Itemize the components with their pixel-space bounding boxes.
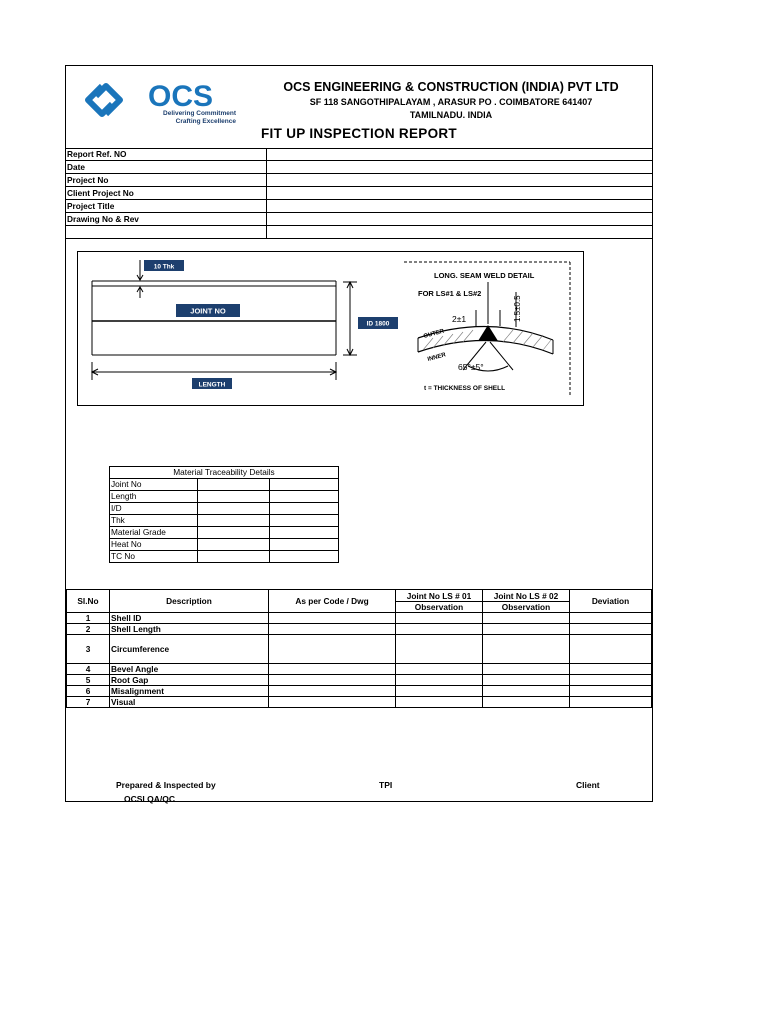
table-row xyxy=(110,551,339,563)
table-row xyxy=(110,491,339,503)
report-header xyxy=(66,66,652,149)
row-description: Misalignment xyxy=(110,686,269,697)
table-row xyxy=(67,686,652,697)
info-label: Project Title xyxy=(67,201,115,211)
report-title: FIT UP INSPECTION REPORT xyxy=(261,126,457,141)
material-traceability-table xyxy=(109,466,339,563)
info-row-report-ref xyxy=(66,148,652,161)
joint-no-label: JOINT NO xyxy=(190,306,226,316)
info-row-drawing-no xyxy=(66,213,652,226)
logo-tagline-1: Delivering Commitment xyxy=(163,110,236,117)
col-deviation: Deviation xyxy=(570,590,652,613)
table-row xyxy=(67,697,652,708)
inner-diameter-label: ID 1800 xyxy=(366,320,390,328)
info-row-project-no xyxy=(66,174,652,187)
material-row-label: TC No xyxy=(110,551,198,563)
row-sl: 3 xyxy=(67,635,110,664)
report-frame xyxy=(65,65,653,802)
col-code-dwg: As per Code / Dwg xyxy=(269,590,396,613)
table-row xyxy=(67,624,652,635)
info-label: Report Ref. NO xyxy=(67,149,127,159)
table-row xyxy=(110,539,339,551)
info-row-project-title xyxy=(66,200,652,213)
report-info-fields xyxy=(66,148,652,239)
material-row-label: Thk xyxy=(110,515,198,527)
row-sl: 7 xyxy=(67,697,110,708)
thickness-label: 10 Thk xyxy=(153,263,175,271)
shell-drawing xyxy=(77,251,584,406)
row-sl: 6 xyxy=(67,686,110,697)
company-city: TAMILNADU. INDIA xyxy=(409,110,493,120)
col-observation-1: Observation xyxy=(396,602,483,613)
row-sl: 1 xyxy=(67,613,110,624)
info-row-date xyxy=(66,161,652,174)
info-label: Date xyxy=(67,162,85,172)
thickness-legend: t = THICKNESS OF SHELL xyxy=(424,385,506,392)
company-name: OCS ENGINEERING & CONSTRUCTION (INDIA) PVT LTD xyxy=(283,80,619,94)
col-description: Description xyxy=(110,590,269,613)
material-row-label: I/D xyxy=(110,503,198,515)
info-label: Drawing No & Rev xyxy=(67,214,139,224)
row-description: Circumference xyxy=(110,635,269,664)
inner-label: INNER xyxy=(426,352,447,363)
shell-drawing-svg xyxy=(78,252,583,405)
weld-detail-title: LONG. SEAM WELD DETAIL xyxy=(434,271,535,280)
row-description: Visual xyxy=(110,697,269,708)
row-sl: 4 xyxy=(67,664,110,675)
client-label: Client xyxy=(576,780,600,790)
col-joint-1: Joint No LS # 01 xyxy=(396,590,483,602)
ocs-logo xyxy=(72,72,242,128)
root-dimension: 1.5±0.5 xyxy=(513,295,522,322)
info-row-client-project-no xyxy=(66,187,652,200)
info-label: Client Project No xyxy=(67,188,134,198)
material-row-label: Joint No xyxy=(110,479,198,491)
company-address: SF 118 SANGOTHIPALAYAM , ARASUR PO . COIMBATORE 641407 xyxy=(309,97,593,107)
angle-dimension: 65°±5° xyxy=(458,362,484,372)
gap-dimension: 2±1 xyxy=(452,314,467,324)
row-sl: 5 xyxy=(67,675,110,686)
material-row-label: Heat No xyxy=(110,539,198,551)
row-sl: 2 xyxy=(67,624,110,635)
inspection-table xyxy=(66,589,652,708)
material-table-title: Material Traceability Details xyxy=(110,467,339,479)
logo-tagline-2: Crafting Excellence xyxy=(175,118,236,125)
prepared-by-label: Prepared & Inspected by xyxy=(116,780,216,790)
length-label: LENGTH xyxy=(198,381,226,389)
material-row-label: Material Grade xyxy=(110,527,198,539)
row-description: Bevel Angle xyxy=(110,664,269,675)
table-row xyxy=(67,613,652,624)
table-row xyxy=(110,527,339,539)
row-description: Root Gap xyxy=(110,675,269,686)
row-description: Shell Length xyxy=(110,624,269,635)
table-row xyxy=(67,635,652,664)
table-row xyxy=(110,515,339,527)
info-label: Project No xyxy=(67,175,109,185)
row-description: Shell ID xyxy=(110,613,269,624)
weld-detail-for: FOR LS#1 & LS#2 xyxy=(418,289,482,298)
info-row-blank xyxy=(66,226,652,239)
col-observation-2: Observation xyxy=(483,602,570,613)
table-row xyxy=(67,675,652,686)
table-row xyxy=(110,503,339,515)
tpi-label: TPI xyxy=(379,780,393,790)
table-row xyxy=(110,479,339,491)
outer-label: OUTER xyxy=(422,328,445,340)
table-row xyxy=(67,664,652,675)
prepared-by-org: OCSI QA/QC xyxy=(124,794,176,804)
material-row-label: Length xyxy=(110,491,198,503)
col-joint-2: Joint No LS # 02 xyxy=(483,590,570,602)
logo-wordmark: OCS xyxy=(148,80,214,113)
col-sl-no: Sl.No xyxy=(67,590,110,613)
